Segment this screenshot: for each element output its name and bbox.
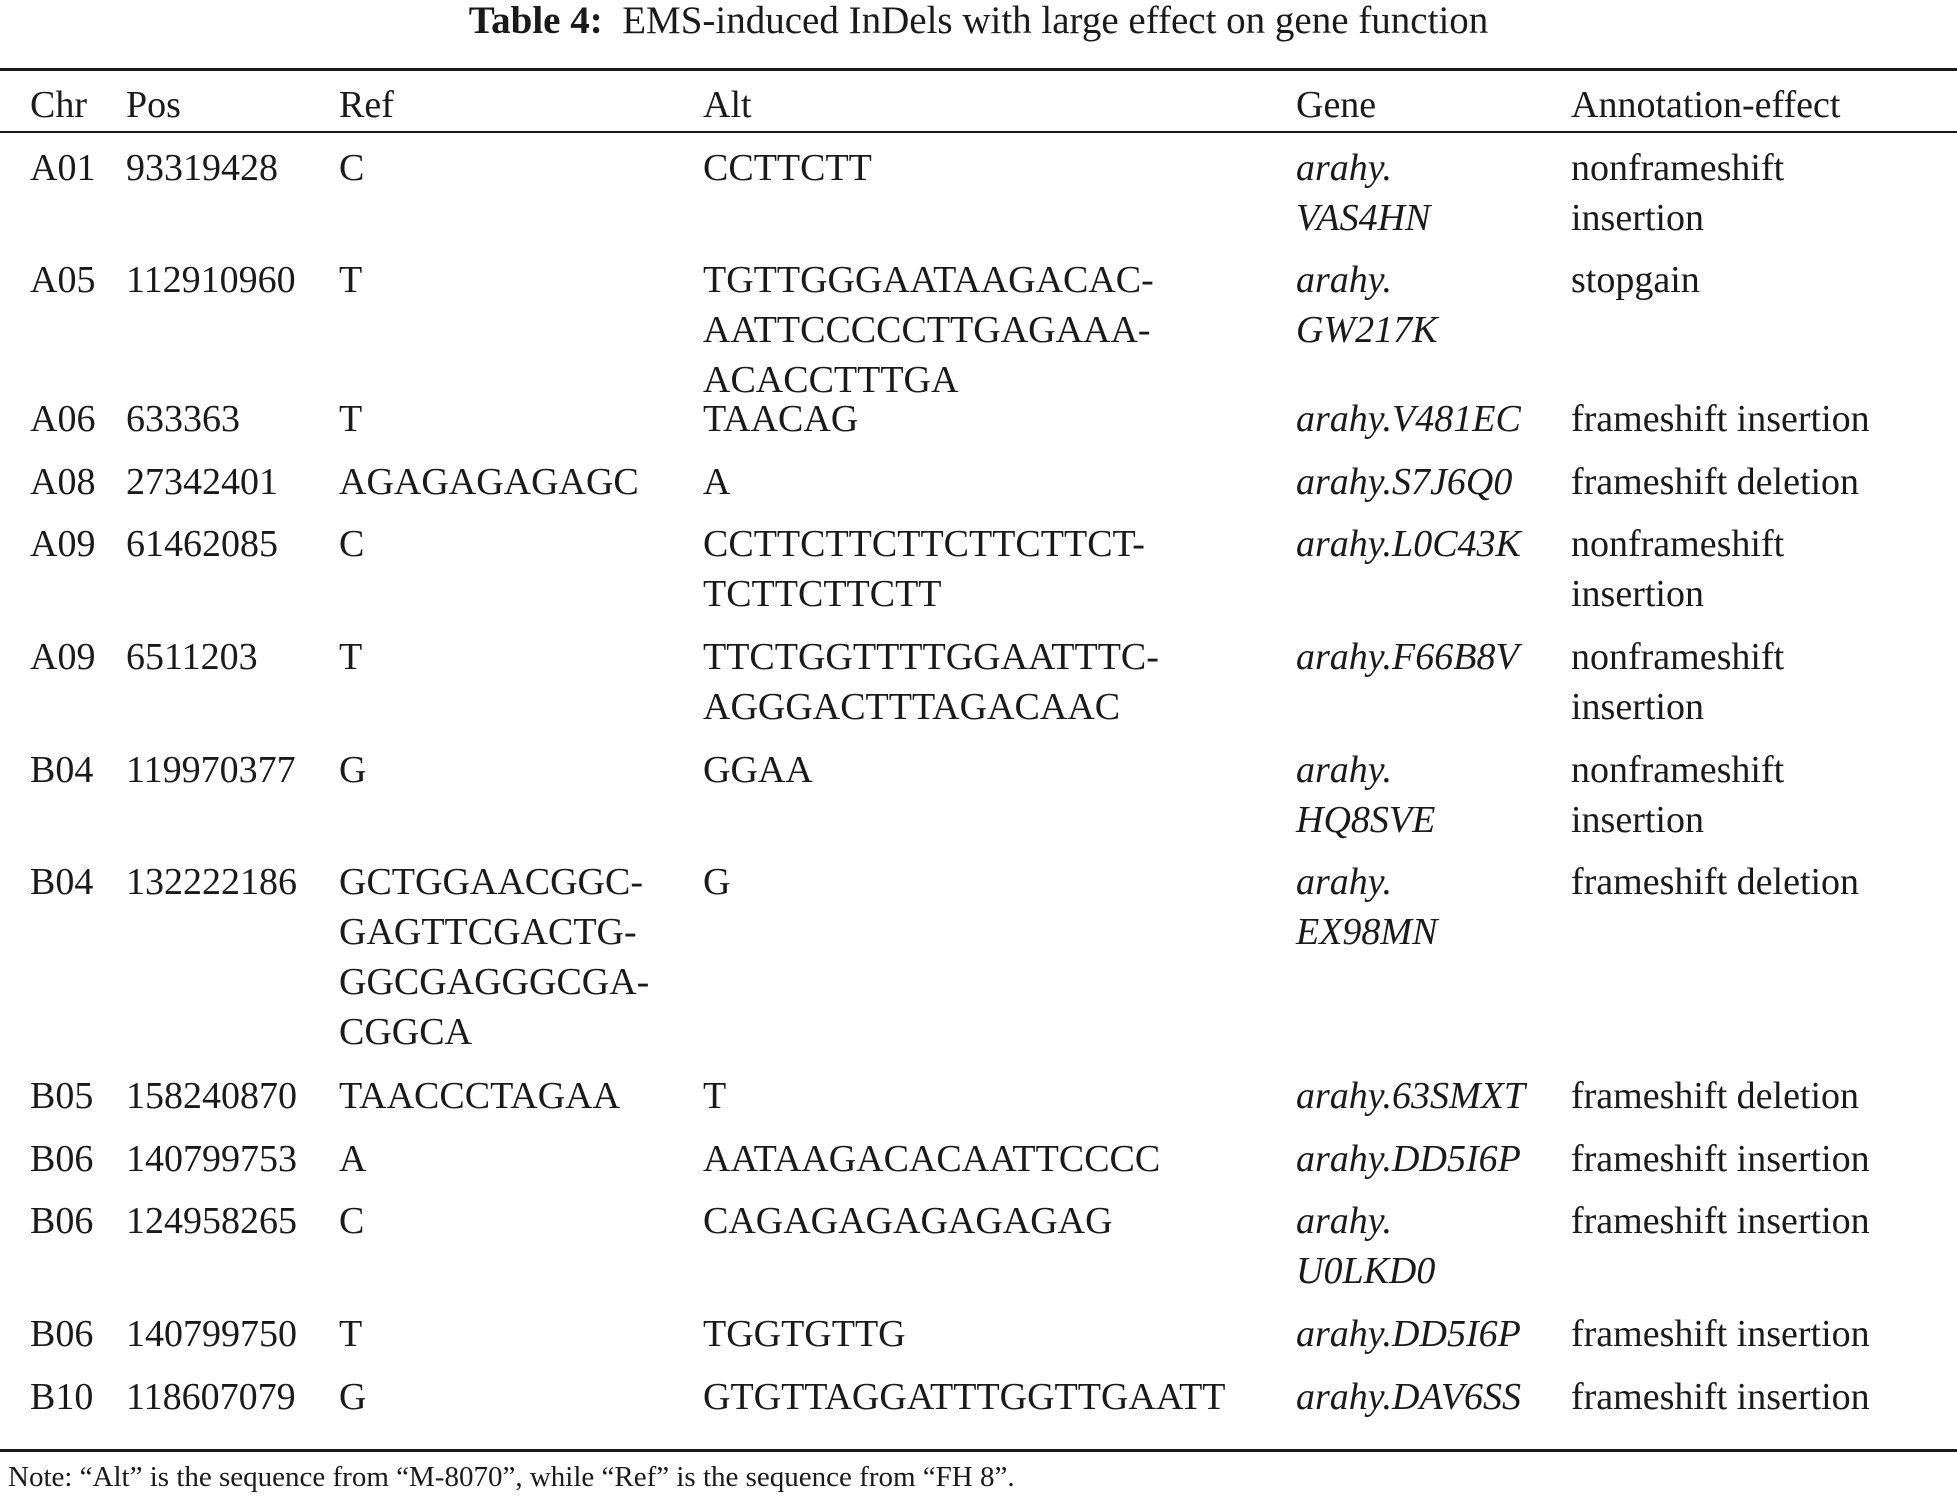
cell-chr: B06 — [30, 1200, 94, 1242]
cell-chr: B05 — [30, 1075, 94, 1117]
cell-gene-line: GW217K — [1296, 309, 1438, 351]
cell-effect — [1571, 632, 1784, 732]
header-chr: Chr — [30, 84, 87, 126]
cell-ref-line: T — [339, 259, 363, 301]
cell-pos: 27342401 — [126, 461, 278, 503]
cell-gene — [1296, 255, 1437, 355]
header-ref: Ref — [339, 84, 394, 126]
cell-pos: 93319428 — [126, 147, 278, 189]
cell-pos: 633363 — [126, 398, 240, 440]
cell-gene — [1296, 457, 1512, 507]
cell-alt-line: CCTTCTTCTTCTTCTTCT- — [703, 523, 1145, 565]
cell-alt-line: A — [703, 461, 731, 503]
cell-alt-line: TAACAG — [703, 398, 859, 440]
table-caption — [0, 0, 1957, 42]
cell-effect — [1571, 255, 1700, 305]
cell-alt-line: G — [703, 861, 731, 903]
cell-gene-line: EX98MN — [1296, 911, 1438, 953]
cell-chr: A09 — [30, 636, 96, 678]
cell-ref-line: C — [339, 1200, 365, 1242]
cell-ref-line: CGGCA — [339, 1011, 473, 1053]
cell-ref-line: G — [339, 1376, 367, 1418]
cell-gene — [1296, 1071, 1525, 1121]
cell-effect — [1571, 857, 1859, 907]
cell-gene-line: arahy.DD5I6P — [1296, 1138, 1521, 1180]
cell-gene-line: arahy.DAV6SS — [1296, 1376, 1522, 1418]
cell-alt-line: CAGAGAGAGAGAGAG — [703, 1200, 1113, 1242]
cell-alt-line: AATAAGACACAATTCCCC — [703, 1138, 1161, 1180]
cell-effect-line: frameshift insertion — [1571, 398, 1870, 440]
cell-ref-line: TAACCCTAGAA — [339, 1075, 621, 1117]
cell-alt — [703, 632, 1159, 732]
cell-gene-line: arahy.L0C43K — [1296, 523, 1521, 565]
cell-pos: 140799750 — [126, 1313, 297, 1355]
cell-gene-line: arahy.F66B8V — [1296, 636, 1519, 678]
cell-alt-line: GTGTTAGGATTTGGTTGAATT — [703, 1376, 1226, 1418]
cell-alt-line: GGAA — [703, 749, 813, 791]
cell-alt — [703, 255, 1154, 405]
cell-gene — [1296, 1372, 1521, 1422]
cell-gene — [1296, 394, 1521, 444]
cell-alt — [703, 1134, 1160, 1184]
header-alt: Alt — [703, 84, 752, 126]
header-rule — [0, 131, 1957, 133]
cell-alt-line: TCTTCTTCTT — [703, 573, 942, 615]
cell-chr: A06 — [30, 398, 96, 440]
cell-alt — [703, 1196, 1113, 1246]
cell-ref-line: GAGTTCGACTG- — [339, 911, 637, 953]
cell-effect — [1571, 1372, 1870, 1422]
table-caption-text: EMS-induced InDels with large effect on gene function — [622, 0, 1489, 42]
cell-pos: 6511203 — [126, 636, 258, 678]
cell-effect-line: nonframeshift — [1571, 636, 1785, 678]
cell-chr: A05 — [30, 259, 96, 301]
cell-effect-line: insertion — [1571, 197, 1704, 239]
cell-alt — [703, 745, 813, 795]
cell-gene — [1296, 519, 1521, 569]
cell-chr: B06 — [30, 1313, 94, 1355]
header-effect: Annotation-effect — [1571, 84, 1841, 126]
cell-chr: A08 — [30, 461, 96, 503]
cell-alt — [703, 457, 730, 507]
cell-ref — [339, 857, 649, 1057]
cell-effect-line: nonframeshift — [1571, 147, 1785, 189]
cell-effect-line: frameshift insertion — [1571, 1313, 1870, 1355]
cell-ref-line: T — [339, 1313, 363, 1355]
cell-gene-line: arahy. — [1296, 749, 1393, 791]
cell-gene — [1296, 143, 1430, 243]
cell-ref-line: T — [339, 636, 363, 678]
cell-effect-line: frameshift deletion — [1571, 461, 1860, 503]
bottom-rule — [0, 1449, 1957, 1452]
table-note: Note: “Alt” is the sequence from “M-8070”, while “Ref” is the sequence from “FH 8”. — [8, 1461, 1015, 1493]
cell-ref-line: G — [339, 749, 367, 791]
cell-effect-line: frameshift insertion — [1571, 1200, 1870, 1242]
cell-effect — [1571, 143, 1784, 243]
cell-gene — [1296, 1309, 1521, 1359]
cell-gene-line: VAS4HN — [1296, 197, 1431, 239]
cell-gene-line: arahy. — [1296, 861, 1393, 903]
cell-effect-line: stopgain — [1571, 259, 1700, 301]
cell-alt-line: T — [703, 1075, 727, 1117]
cell-effect — [1571, 1196, 1870, 1246]
cell-gene-line: arahy.DD5I6P — [1296, 1313, 1521, 1355]
cell-effect-line: frameshift deletion — [1571, 1075, 1860, 1117]
cell-chr: B10 — [30, 1376, 94, 1418]
cell-gene — [1296, 632, 1519, 682]
cell-chr: B06 — [30, 1138, 94, 1180]
table-caption-label: Table 4: — [468, 0, 603, 42]
cell-effect — [1571, 519, 1784, 619]
cell-alt — [703, 1372, 1226, 1422]
cell-effect-line: nonframeshift — [1571, 523, 1785, 565]
cell-pos: 119970377 — [126, 749, 296, 791]
cell-alt — [703, 1071, 726, 1121]
cell-ref — [339, 519, 364, 569]
cell-effect-line: insertion — [1571, 686, 1704, 728]
cell-pos: 140799753 — [126, 1138, 297, 1180]
cell-effect-line: nonframeshift — [1571, 749, 1785, 791]
cell-alt-line: ACACCTTTGA — [703, 359, 959, 401]
cell-pos: 158240870 — [126, 1075, 297, 1117]
cell-alt — [703, 857, 730, 907]
cell-ref-line: GCTGGAACGGC- — [339, 861, 643, 903]
cell-ref-line: C — [339, 523, 365, 565]
cell-gene-line: arahy. — [1296, 1200, 1393, 1242]
cell-effect — [1571, 457, 1859, 507]
cell-pos: 132222186 — [126, 861, 297, 903]
cell-gene-line: arahy.63SMXT — [1296, 1075, 1526, 1117]
cell-alt-line: CCTTCTT — [703, 147, 872, 189]
cell-alt-line: TTCTGGTTTTGGAATTTC- — [703, 636, 1159, 678]
cell-effect-line: insertion — [1571, 799, 1704, 841]
cell-effect — [1571, 1309, 1870, 1359]
cell-gene-line: U0LKD0 — [1296, 1250, 1436, 1292]
cell-effect-line: frameshift insertion — [1571, 1138, 1870, 1180]
cell-ref — [339, 1196, 364, 1246]
cell-gene — [1296, 1134, 1521, 1184]
cell-ref — [339, 1309, 362, 1359]
cell-gene-line: arahy. — [1296, 147, 1393, 189]
cell-gene — [1296, 857, 1437, 957]
cell-ref-line: A — [339, 1138, 367, 1180]
cell-chr: B04 — [30, 861, 94, 903]
cell-effect-line: frameshift deletion — [1571, 861, 1860, 903]
cell-ref — [339, 457, 639, 507]
cell-gene-line: arahy.S7J6Q0 — [1296, 461, 1513, 503]
cell-ref — [339, 1134, 366, 1184]
cell-alt — [703, 143, 872, 193]
cell-gene-line: arahy. — [1296, 259, 1393, 301]
cell-pos: 112910960 — [126, 259, 296, 301]
cell-ref — [339, 143, 364, 193]
cell-ref-line: GGCGAGGGCGA- — [339, 961, 650, 1003]
cell-ref — [339, 745, 366, 795]
cell-alt-line: AGGGACTTTAGACAAC — [703, 686, 1121, 728]
cell-alt — [703, 519, 1145, 619]
cell-ref-line: AGAGAGAGAGC — [339, 461, 639, 503]
cell-ref-line: T — [339, 398, 363, 440]
cell-pos: 124958265 — [126, 1200, 297, 1242]
cell-gene — [1296, 1196, 1435, 1296]
cell-effect — [1571, 745, 1784, 845]
header-gene: Gene — [1296, 84, 1377, 126]
cell-alt — [703, 1309, 906, 1359]
cell-chr: A01 — [30, 147, 96, 189]
cell-pos: 61462085 — [126, 523, 278, 565]
cell-effect — [1571, 1071, 1859, 1121]
cell-gene — [1296, 745, 1435, 845]
cell-ref — [339, 1372, 366, 1422]
cell-pos: 118607079 — [126, 1376, 296, 1418]
cell-effect-line: frameshift insertion — [1571, 1376, 1870, 1418]
cell-ref-line: C — [339, 147, 365, 189]
cell-effect-line: insertion — [1571, 573, 1704, 615]
cell-alt — [703, 394, 858, 444]
cell-alt-line: TGGTGTTG — [703, 1313, 906, 1355]
cell-effect — [1571, 394, 1870, 444]
cell-ref — [339, 394, 362, 444]
cell-gene-line: HQ8SVE — [1296, 799, 1436, 841]
cell-gene-line: arahy.V481EC — [1296, 398, 1521, 440]
cell-ref — [339, 1071, 620, 1121]
cell-chr: B04 — [30, 749, 94, 791]
cell-chr: A09 — [30, 523, 96, 565]
cell-ref — [339, 632, 362, 682]
header-pos: Pos — [126, 84, 181, 126]
cell-alt-line: TGTTGGGAATAAGACAC- — [703, 259, 1154, 301]
top-rule — [0, 68, 1957, 71]
cell-effect — [1571, 1134, 1870, 1184]
cell-ref — [339, 255, 362, 305]
cell-alt-line: AATTCCCCCTTGAGAAA- — [703, 309, 1151, 351]
